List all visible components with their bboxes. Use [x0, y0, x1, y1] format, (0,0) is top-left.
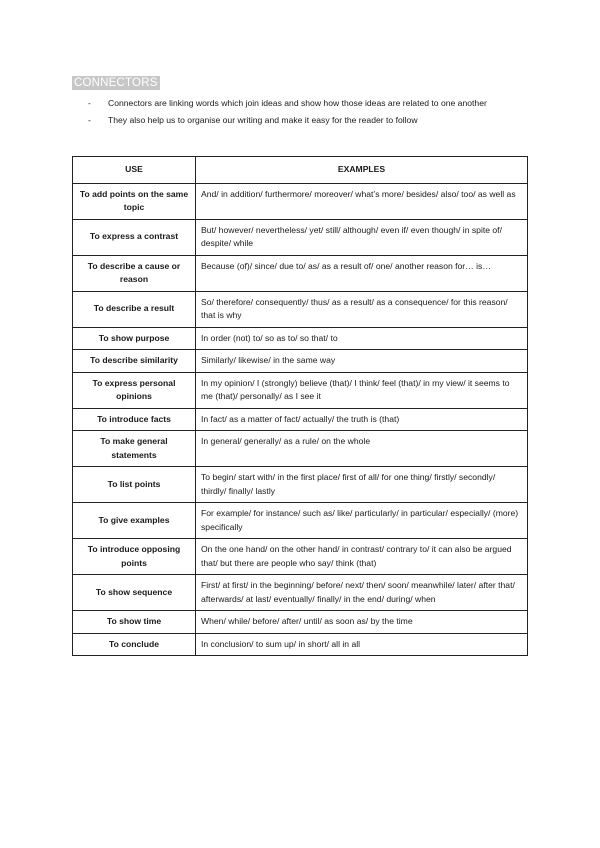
table-row [73, 291, 528, 327]
examples-cell: On the one hand/ on the other hand/ in contrast/ contrary to/ it can also be argued that/ but there are people who say/ think (that) [196, 539, 528, 575]
use-cell: To introduce facts [73, 408, 196, 431]
use-cell: To express personal opinions [73, 372, 196, 408]
table-row [73, 431, 528, 467]
table-row [73, 219, 528, 255]
table-header-row [73, 157, 528, 184]
examples-cell: Similarly/ likewise/ in the same way [196, 350, 528, 373]
table-row [73, 183, 528, 219]
table-row [73, 255, 528, 291]
examples-cell: First/ at first/ in the beginning/ before/ next/ then/ soon/ meanwhile/ later/ after that/ afterwards/ at last/ eventually/ finally/ in the end/ during/ when [196, 575, 528, 611]
table-row [73, 611, 528, 634]
use-cell: To add points on the same topic [73, 183, 196, 219]
use-cell: To introduce opposing points [73, 539, 196, 575]
table-row [73, 539, 528, 575]
table-row [73, 350, 528, 373]
use-cell: To make general statements [73, 431, 196, 467]
use-cell: To show sequence [73, 575, 196, 611]
use-cell: To give examples [73, 503, 196, 539]
intro-bullet-list [88, 96, 528, 130]
table-row [73, 372, 528, 408]
examples-cell: When/ while/ before/ after/ until/ as soon as/ by the time [196, 611, 528, 634]
examples-cell: And/ in addition/ furthermore/ moreover/ what’s more/ besides/ also/ too/ as well as [196, 183, 528, 219]
bullet-item [88, 96, 528, 111]
examples-cell: In my opinion/ I (strongly) believe (that)/ I think/ feel (that)/ in my view/ it seems to me (that)/ personally/ as I see it [196, 372, 528, 408]
table-row [73, 575, 528, 611]
column-header-examples: EXAMPLES [196, 157, 528, 184]
table-row [73, 408, 528, 431]
page-title: CONNECTORS [74, 77, 158, 89]
connectors-table [72, 156, 528, 656]
bullet-item [88, 113, 528, 128]
use-cell: To show purpose [73, 327, 196, 350]
examples-cell: In fact/ as a matter of fact/ actually/ the truth is (that) [196, 408, 528, 431]
use-cell: To describe similarity [73, 350, 196, 373]
use-cell: To describe a cause or reason [73, 255, 196, 291]
bullet-marker: - [88, 115, 91, 125]
examples-cell: To begin/ start with/ in the first place/ first of all/ for one thing/ firstly/ secondly/ thirdly/ finally/ lastly [196, 467, 528, 503]
use-cell: To list points [73, 467, 196, 503]
bullet-text: They also help us to organise our writing and make it easy for the reader to follow [108, 115, 418, 125]
examples-cell: In order (not) to/ so as to/ so that/ to [196, 327, 528, 350]
use-cell: To describe a result [73, 291, 196, 327]
use-cell: To express a contrast [73, 219, 196, 255]
examples-cell: In general/ generally/ as a rule/ on the whole [196, 431, 528, 467]
examples-cell: Because (of)/ since/ due to/ as/ as a result of/ one/ another reason for… is… [196, 255, 528, 291]
use-cell: To conclude [73, 633, 196, 656]
use-cell: To show time [73, 611, 196, 634]
bullet-marker: - [88, 98, 91, 108]
table-row [73, 633, 528, 656]
column-header-use: USE [73, 157, 196, 184]
examples-cell: For example/ for instance/ such as/ like/ particularly/ in particular/ especially/ (more) specifically [196, 503, 528, 539]
examples-cell: So/ therefore/ consequently/ thus/ as a result/ as a consequence/ for this reason/ that is why [196, 291, 528, 327]
table-row [73, 503, 528, 539]
examples-cell: In conclusion/ to sum up/ in short/ all in all [196, 633, 528, 656]
examples-cell: But/ however/ nevertheless/ yet/ still/ although/ even if/ even though/ in spite of/ despite/ while [196, 219, 528, 255]
table-row [73, 327, 528, 350]
table-row [73, 467, 528, 503]
bullet-text: Connectors are linking words which join ideas and show how those ideas are related to one another [108, 98, 487, 108]
